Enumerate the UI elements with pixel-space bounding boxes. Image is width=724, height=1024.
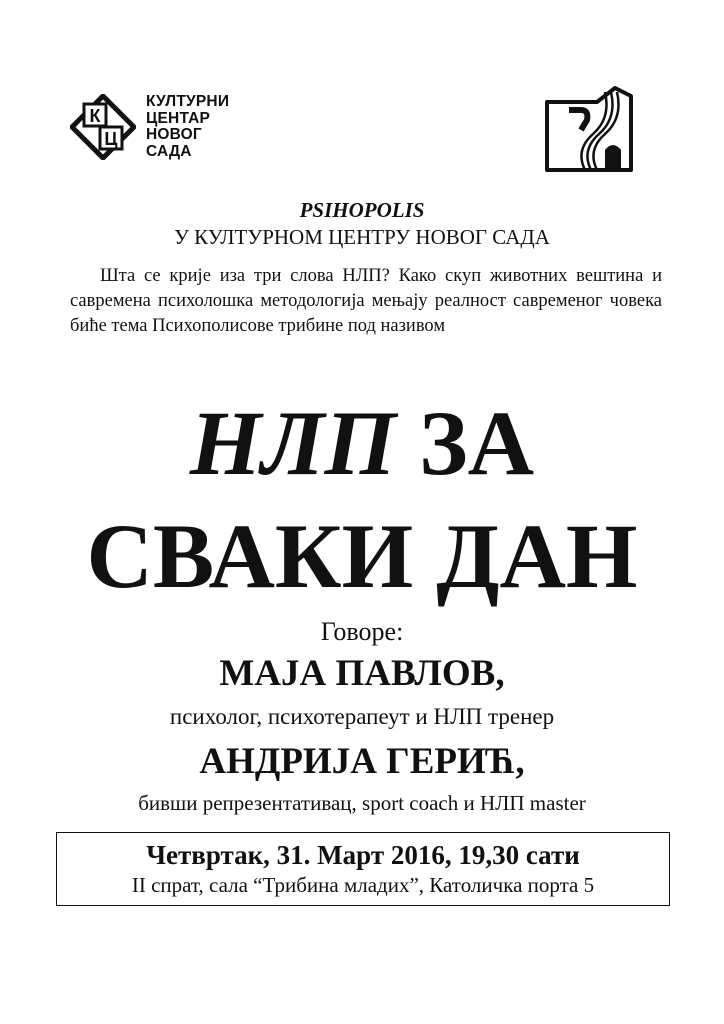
event-datetime: Четвртак, 31. Март 2016, 19,30 сати — [146, 840, 580, 870]
kc-logo — [70, 94, 229, 160]
psihopolis-house-icon — [545, 84, 633, 172]
event-info-box — [56, 832, 670, 906]
headline-line-2: СВАКИ ДАН — [86, 505, 638, 607]
kc-letter-k: К — [89, 106, 101, 126]
speaker-name: МАЈА ПАВЛОВ, — [219, 653, 505, 694]
speaker-name: АНДРИЈА ГЕРИЋ, — [199, 741, 525, 782]
kc-cube-icon — [70, 94, 136, 160]
venue-subtitle: У КУЛТУРНОМ ЦЕНТРУ НОВОГ САДА — [174, 225, 550, 249]
kc-letter-c: Ц — [104, 129, 118, 149]
kc-logo-line: САДА — [146, 142, 192, 160]
headline-line-1 — [0, 392, 724, 494]
kc-logo-line: НОВОГ — [146, 126, 202, 143]
kc-logo-text — [146, 94, 229, 160]
headline-za: ЗА — [396, 392, 535, 494]
speaker-role: бивши репрезентативац, sport coach и НЛП master — [138, 791, 586, 815]
event-venue: II спрат, сала “Трибина младих”, Католичка порта 5 — [131, 873, 595, 897]
speaker-role: психолог, психотерапеут и НЛП тренер — [169, 704, 555, 729]
headline-nlp: НЛП — [189, 392, 397, 494]
kc-logo-line: ЦЕНТАР — [146, 109, 211, 127]
intro-paragraph: Шта се крије иза три слова НЛП? Како скуп животних вештина и савремена психолошка методологија мењају реалност савременог човека биће тема Психополисове трибине под називом — [70, 266, 662, 336]
speakers-label: Говоре: — [320, 617, 404, 646]
kc-logo-line: КУЛТУРНИ — [146, 93, 230, 110]
series-title: PSIHOPOLIS — [299, 198, 425, 222]
